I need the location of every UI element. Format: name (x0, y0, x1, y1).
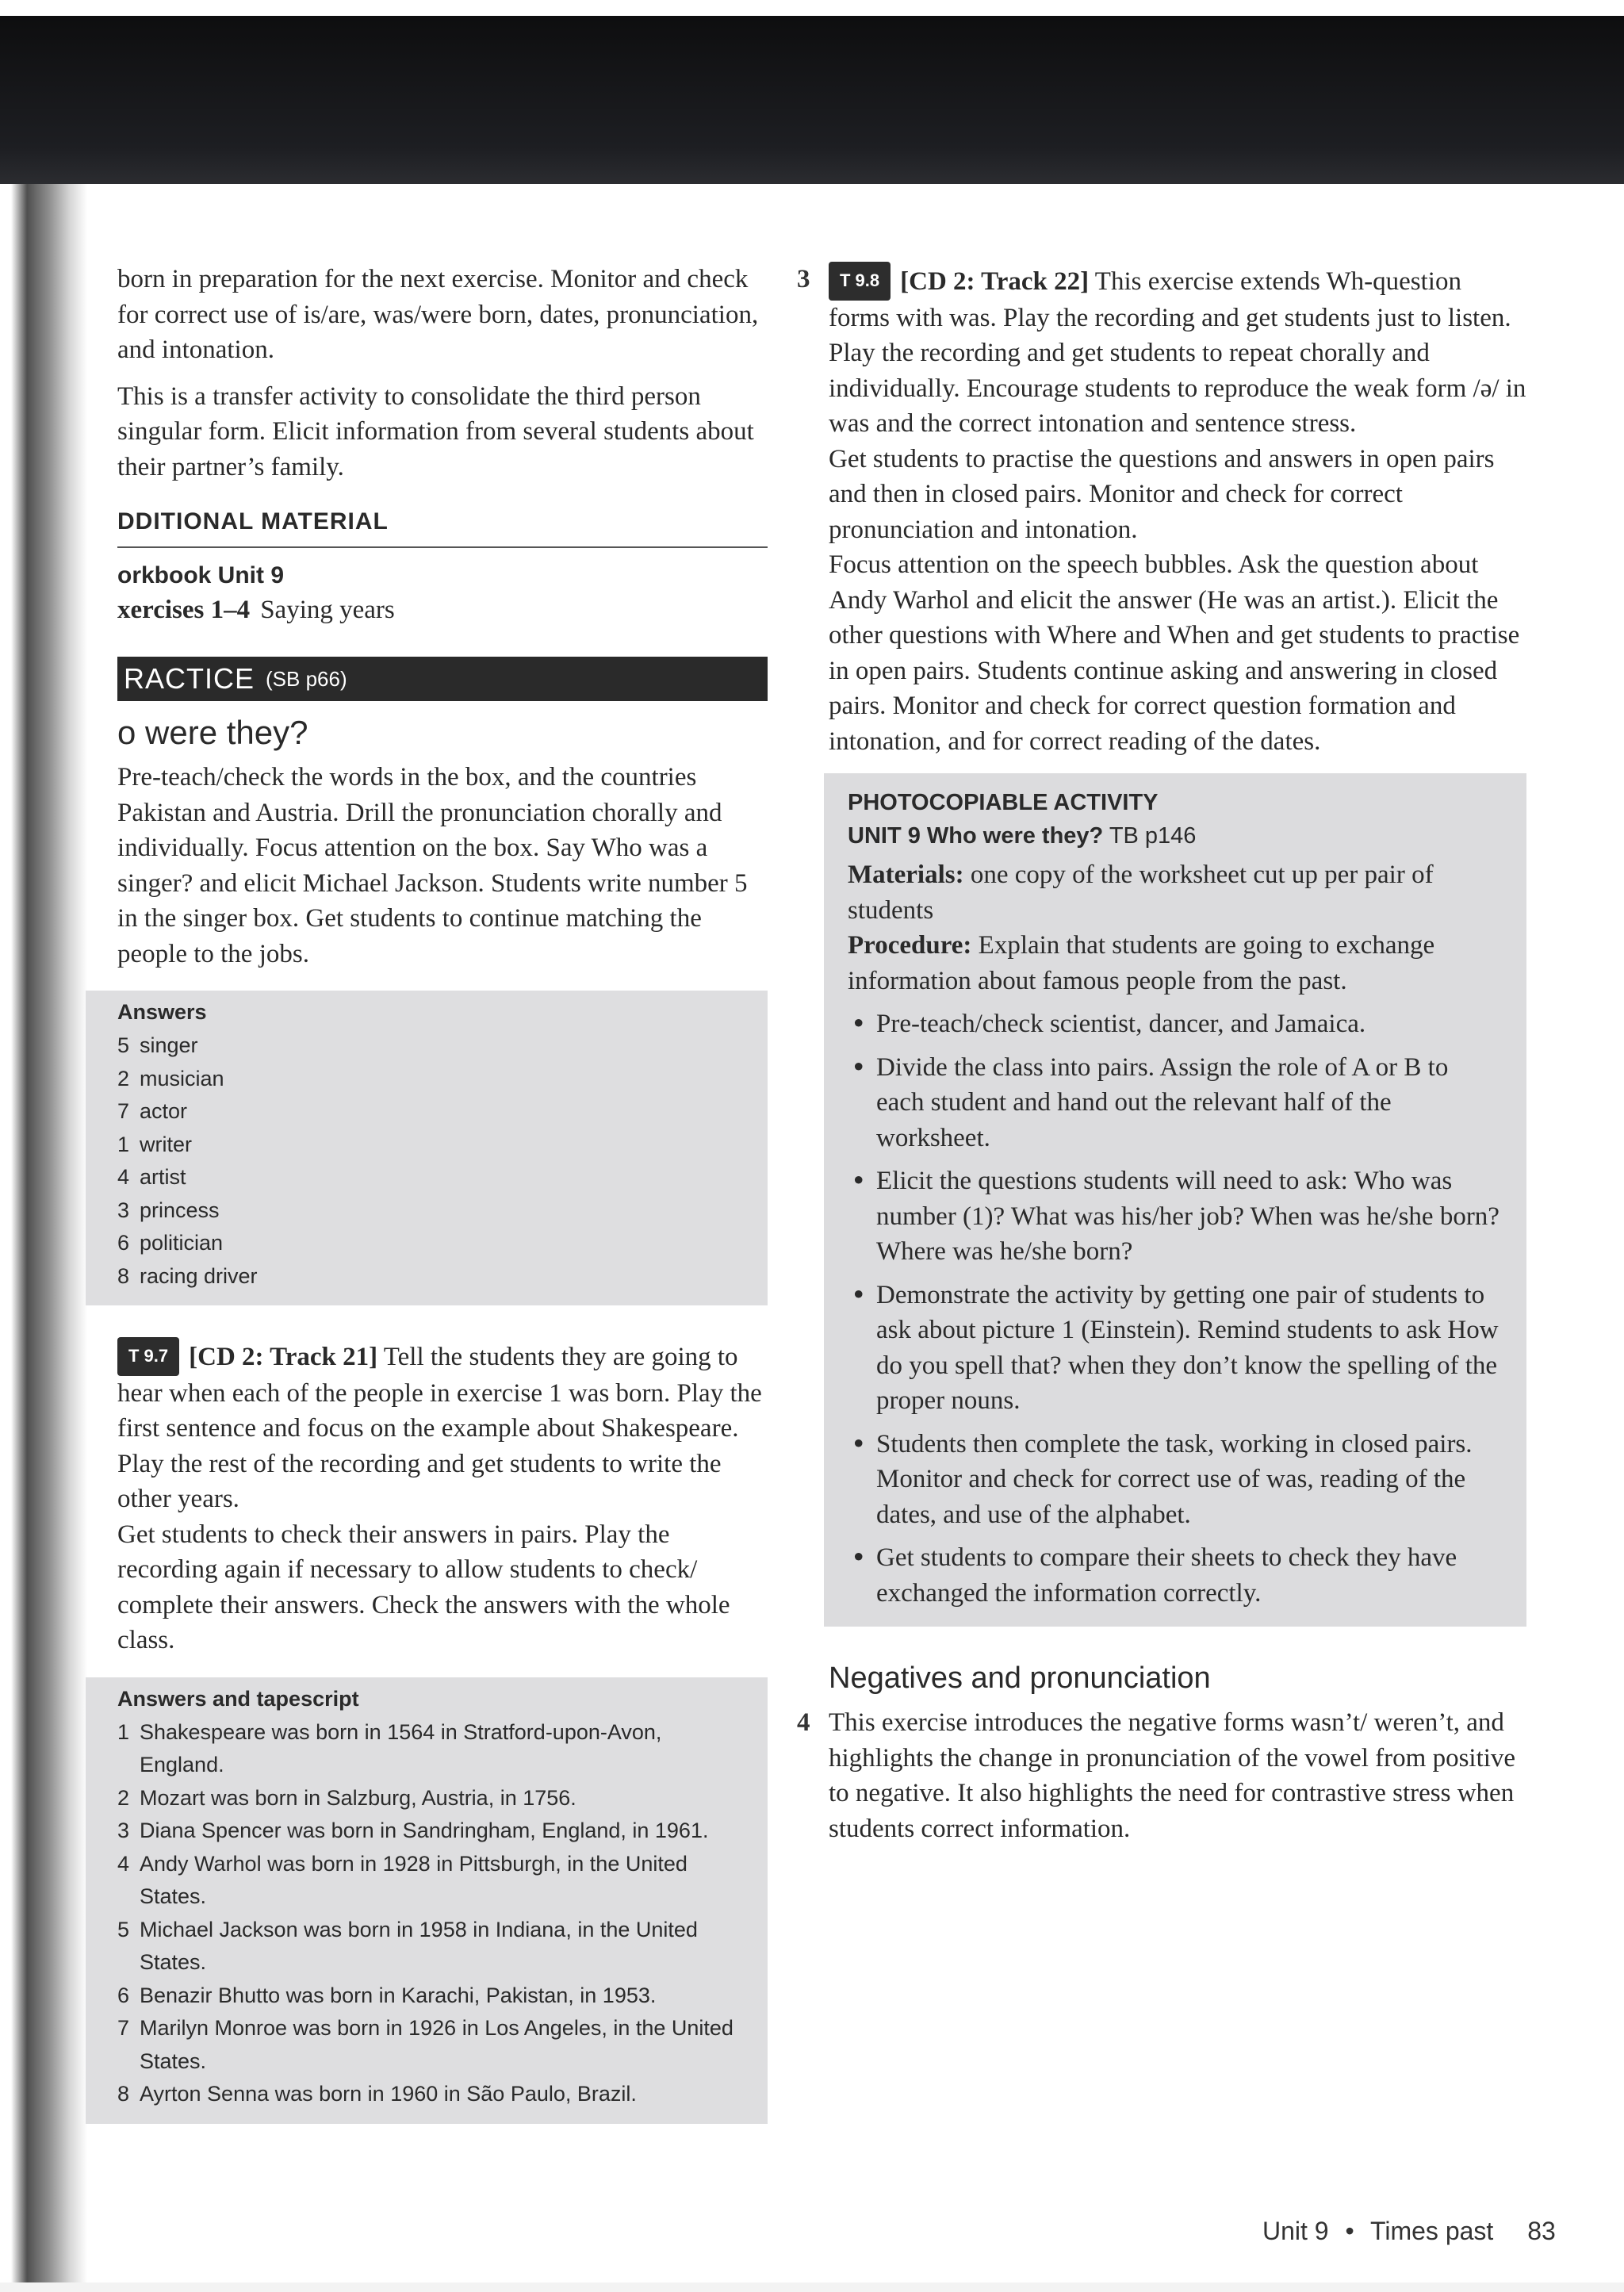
divider (117, 546, 768, 548)
exercise-3-body: This exercise extends Wh-question forms with was. Play the recording and get students just to listen. Play the recording and get students to repeat chorally and individually. Encourage students to reproduce the weak form /ə/ in was and the correct intonation and sentence stress. (829, 267, 1526, 438)
answers-tapescript-title: Answers and tapescript (117, 1686, 359, 1711)
answer-number: 5 (117, 1917, 130, 1941)
track-badge: T 9.8 (829, 262, 891, 301)
procedure-bullet (848, 1278, 1503, 1419)
materials (848, 857, 1503, 928)
answer-text: musician (140, 1066, 224, 1090)
bullet-text: Get students to compare their sheets to check they have exchanged the information correctly. (876, 1543, 1457, 1608)
exercise-7 (117, 379, 768, 485)
photocopiable-unit (848, 819, 1503, 853)
answer-number: 4 (117, 1851, 130, 1876)
procedure-bullet (848, 1427, 1503, 1533)
answer-number: 4 (117, 1165, 130, 1189)
procedure-text: Explain that students are going to exchange information about famous people from the past. (848, 931, 1435, 995)
answer-text: Diana Spencer was born in Sandringham, England, in 1961. (140, 1819, 709, 1842)
top-dark-band (0, 0, 1624, 184)
exercises-line (117, 596, 768, 625)
answer-text: artist (140, 1165, 186, 1189)
left-column (117, 262, 768, 2124)
transfer-paragraph: This is a transfer activity to consolidate the third person singular form. Elicit information from several students about their partner’s family. (117, 381, 754, 481)
answer-number: 8 (117, 1263, 130, 1288)
exercise-4-number: 4 (797, 1708, 810, 1737)
bullet-text: Pre-teach/check scientist, dancer, and Jamaica. (876, 1010, 1366, 1038)
answer-text: racing driver (140, 1263, 258, 1288)
photocopiable-activity-box (824, 773, 1526, 1627)
unit-title: UNIT 9 Who were they? (848, 823, 1104, 849)
answers-list (117, 1029, 745, 1293)
answer-text: politician (140, 1231, 224, 1255)
procedure-bullet (848, 1050, 1503, 1156)
practice-bar (117, 657, 768, 701)
unit-ref: TB p146 (1109, 823, 1197, 849)
answer-number: 1 (117, 1719, 130, 1744)
exercise-3 (797, 262, 1526, 759)
exercise-4 (797, 1705, 1526, 1846)
bullet-dot-icon: • (851, 1051, 867, 1083)
answer-row (117, 1260, 745, 1294)
exercise-3-text (829, 262, 1526, 442)
bullet-text: Demonstrate the activity by getting one pair of students to ask about picture 1 (Einstein). Remind students to ask How do you spell that? when they don’t know the spelling of the proper nouns. (876, 1280, 1499, 1415)
answer-number: 6 (117, 1983, 130, 2007)
exercise-2 (117, 1337, 768, 1658)
answer-text: Mozart was born in Salzburg, Austria, in 1756. (140, 1785, 576, 1810)
answer-number: 2 (117, 1785, 130, 1810)
answer-row (117, 1161, 745, 1194)
bottom-strip (0, 2282, 1624, 2292)
procedure-label: Procedure: (848, 931, 972, 960)
materials-label: Materials: (848, 860, 964, 889)
answer-text: Ayrton Senna was born in 1960 in São Paulo, Brazil. (140, 2082, 637, 2106)
binding-shadow (0, 184, 87, 2292)
additional-material-heading: DDITIONAL MATERIAL (117, 508, 389, 535)
exercise-1 (117, 760, 768, 972)
materials-text: one copy of the worksheet cut up per pair of students (848, 860, 1434, 925)
answer-row (117, 1848, 736, 1914)
bullet-dot-icon: • (851, 1008, 867, 1039)
practice-ref: (SB p66) (266, 666, 347, 691)
section-title: o were they? (117, 714, 308, 751)
procedure (848, 928, 1503, 998)
track-label: [CD 2: Track 21] (189, 1343, 378, 1371)
procedure-bullet (848, 1163, 1503, 1270)
answers-box-2 (86, 1677, 768, 2124)
answer-text: princess (140, 1198, 220, 1222)
exercise-3-paragraph-2: Get students to practise the questions and answers in open pairs and then in closed pairs. Monitor and check for correct pronunciation and intonation. (829, 444, 1495, 544)
answer-row (117, 1815, 736, 1848)
answer-text: Michael Jackson was born in 1958 in Indiana, in the United States. (140, 1917, 698, 1974)
answer-row (117, 1914, 736, 1980)
exercise-2-text (117, 1337, 768, 1517)
right-column (797, 262, 1526, 1846)
answer-text: writer (140, 1132, 192, 1156)
answer-number: 1 (117, 1132, 130, 1156)
answer-text: Marilyn Monroe was born in 1926 in Los Angeles, in the United States. (140, 2016, 733, 2073)
exercises-label: xercises 1–4 (117, 596, 251, 624)
exercise-1-text: Pre-teach/check the words in the box, and the countries Pakistan and Austria. Drill the pronunciation chorally and individually. Focus attention on the box. Say Who was a singer? and elicit Michael Jackson. Students write number 5 in the singer box. Get students to continue matching the people to the jobs. (117, 763, 748, 968)
practice-label: RACTICE (124, 662, 255, 695)
answer-number: 3 (117, 1198, 130, 1222)
answer-text: Andy Warhol was born in 1928 in Pittsburgh, in the United States. (140, 1851, 688, 1908)
answer-row (117, 1716, 736, 1782)
bullet-dot-icon: • (851, 1542, 867, 1573)
bullet-dot-icon: • (851, 1278, 867, 1310)
answer-row (117, 1980, 736, 2013)
negatives-title: Negatives and pronunciation (829, 1662, 1211, 1695)
exercise-3-number: 3 (797, 265, 810, 293)
answer-row (117, 1029, 745, 1063)
workbook-label: orkbook Unit 9 (117, 562, 285, 588)
answer-row (117, 2078, 736, 2111)
answer-number: 7 (117, 1099, 130, 1123)
exercise-3-paragraph-3: Focus attention on the speech bubbles. Ask the question about Andy Warhol and elicit the answer (He was an artist.). Elicit the other questions with Where and When and get students to practise in open pairs. Students continue asking and answering in closed pairs. Monitor and check for correct question formation and intonation, and for correct reading of the dates. (829, 550, 1520, 756)
procedure-bullet (848, 1540, 1503, 1611)
answer-number: 6 (117, 1231, 130, 1255)
answer-number: 8 (117, 2082, 130, 2106)
page-number: 83 (1527, 2217, 1556, 2245)
bullet-dot-icon: • (851, 1428, 867, 1459)
page-footer (1262, 2217, 1556, 2246)
exercise-2-body: Tell the students they are going to hear when each of the people in exercise 1 was born. Play the first sentence and focus on the example about Shakespeare. Play the rest of the recording and get students to write the other years. (117, 1343, 762, 1513)
answer-text: Shakespeare was born in 1564 in Stratford-upon-Avon, England. (140, 1719, 662, 1776)
bullet-text: Elicit the questions students will need to ask: Who was number (1)? What was his/her job? When was he/she born? Where was he/she born? (876, 1167, 1500, 1266)
answer-row (117, 1227, 745, 1260)
footer-unit: Unit 9 (1262, 2217, 1329, 2245)
procedure-bullets (848, 1006, 1503, 1611)
answers-box-1 (86, 991, 768, 1305)
exercise-4-text: This exercise introduces the negative forms wasn’t/ weren’t, and highlights the change in pronunciation of the vowel from positive to negative. It also highlights the need for contrastive stress when students correct information. (829, 1708, 1516, 1843)
answer-row (117, 1129, 745, 1162)
intro-paragraph: born in preparation for the next exercise. Monitor and check for correct use of is/are, was/were born, dates, pronunciation, and intonation. (117, 265, 759, 364)
answer-number: 3 (117, 1819, 130, 1842)
answer-number: 5 (117, 1033, 130, 1057)
footer-separator: • (1345, 2217, 1354, 2245)
exercises-text: Saying years (260, 596, 395, 624)
answer-row (117, 1063, 745, 1096)
answer-number: 2 (117, 1066, 130, 1090)
answer-text: singer (140, 1033, 198, 1057)
answer-row (117, 1782, 736, 1815)
answer-text: Benazir Bhutto was born in Karachi, Pakistan, in 1953. (140, 1983, 657, 2007)
bullet-text: Students then complete the task, working in closed pairs. Monitor and check for correct use of was, reading of the dates, and use of the alphabet. (876, 1429, 1473, 1529)
answers-title: Answers (117, 1000, 207, 1024)
track-badge: T 9.7 (117, 1337, 179, 1376)
bullet-dot-icon: • (851, 1165, 867, 1196)
procedure-bullet (848, 1006, 1503, 1042)
answer-text: actor (140, 1099, 188, 1123)
answer-row (117, 2012, 736, 2078)
track-label: [CD 2: Track 22] (900, 267, 1090, 296)
tapescript-list (117, 1716, 736, 2111)
answer-row (117, 1095, 745, 1129)
answer-number: 7 (117, 2016, 130, 2040)
exercise-2-paragraph-2: Get students to check their answers in pairs. Play the recording again if necessary to allow students to check/ complete their answers. Check the answers with the whole class. (117, 1520, 730, 1654)
answer-row (117, 1194, 745, 1228)
footer-title: Times past (1370, 2217, 1494, 2245)
photocopiable-title: PHOTOCOPIABLE ACTIVITY (848, 790, 1159, 815)
bullet-text: Divide the class into pairs. Assign the role of A or B to each student and hand out the relevant half of the worksheet. (876, 1052, 1449, 1152)
